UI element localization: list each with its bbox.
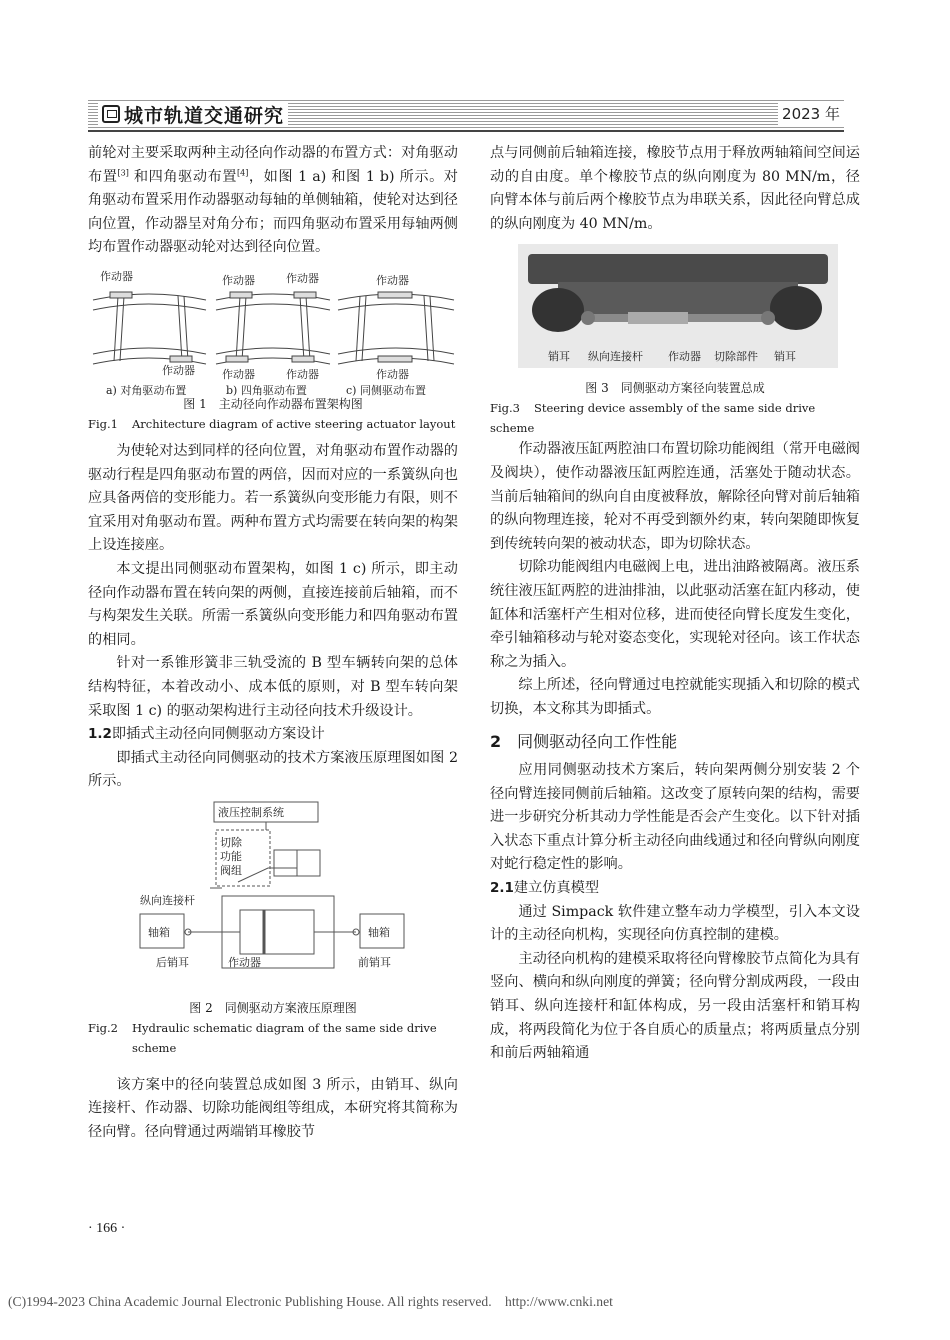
- fig2-longitudinal-rod: 纵向连接杆: [140, 893, 195, 907]
- fig1-sub-b: b) 四角驱动布置: [226, 383, 307, 396]
- fig1-label-actuator-c1: 作动器: [376, 273, 409, 287]
- fig1-sub-c: c) 同侧驱动布置: [346, 383, 426, 396]
- fig3-label-pin-right: 销耳: [774, 350, 796, 364]
- right-paragraph-2: 作动器液压缸两腔油口布置切除功能阀组（常开电磁阀及阀块），使作动器液压缸两腔连通，活塞处于随动状态。当前后轴箱间的纵向自由度被释放，解除径向臂对前后轴箱的纵向物理连接，轮对不再受到额外约束，转向架随即恢复到传统转向架的被动状态，即为切除状态。: [490, 441, 860, 552]
- fig2-rear-pin: 后销耳: [156, 955, 189, 969]
- fig3-label-cutoff: 切除部件: [714, 350, 758, 364]
- right-paragraph-7: 主动径向机构的建模采取将径向臂橡胶节点简化为具有竖向、横向和纵向刚度的弹簧；径向臂分割成两段，一段由销耳、纵向连接杆和缸体构成，另一段由活塞杆和销耳构成，将两段简化为位于各自质心的质量点；将两质量点分别和前后两轴箱通: [490, 950, 860, 1062]
- fig1-label-actuator-b2: 作动器: [286, 271, 319, 285]
- journal-name: 城市轨道交通研究: [124, 104, 285, 127]
- footer-url[interactable]: http://www.cnki.net: [505, 1294, 613, 1309]
- left-paragraph-3: 本文提出同侧驱动布置架构，如图 1 c) 所示，即主动径向作动器布置在转向架的两侧，直接连接前后轴箱，而不与构架发生关联。所需一系簧纵向变形能力和四角驱动布置的相同。: [88, 560, 458, 648]
- journal-logo-icon: [102, 105, 120, 123]
- fig1-label-actuator-a2: 作动器: [162, 363, 195, 377]
- issue-year: 2023 年: [778, 102, 844, 126]
- fig3-label-actuator: 作动器: [668, 350, 701, 364]
- figure-1: [88, 266, 458, 434]
- footer-copyright: (C)1994-2023 China Academic Journal Electronic Publishing House. All rights reserved.: [8, 1294, 492, 1309]
- header-rule: [88, 130, 844, 132]
- figure-2: [88, 798, 458, 1074]
- left-paragraph-4: 针对一系锥形簧非三轨受流的 B 型车辆转向架的总体结构特征，本着改动小、成本低的原则，对 B 型车转向架采取图 1 c) 的驱动架构进行主动径向技术升级设计。: [88, 655, 458, 719]
- citation-4[interactable]: [4]: [237, 167, 249, 177]
- fig1-label-actuator-a1: 作动器: [100, 269, 133, 283]
- left-paragraph-6: 该方案中的径向装置总成如图 3 所示，由销耳、纵向连接杆、作动器、切除功能阀组等组成，本研究将其简称为径向臂。径向臂通过两端销耳橡胶节: [88, 1076, 458, 1141]
- fig1-label-actuator-c2: 作动器: [376, 367, 409, 381]
- fig3-label-rod: 纵向连接杆: [588, 350, 643, 364]
- right-paragraph-5: 应用同侧驱动技术方案后，转向架两侧分别安装 2 个径向臂连接同侧前后轴箱。这改变了原转向架的结构，需要进一步研究分析其动力学性能是否会产生变化。以下针对插入状态下重点计算分析主动径向曲线通过和径向臂纵向刚度对蛇行稳定性的影响。: [490, 762, 860, 873]
- figure-2-caption-cn: 图 2 同侧驱动方案液压原理图: [189, 1000, 357, 1015]
- figure-3-caption-en: Fig.3 Steering device assembly of the same side drive scheme: [490, 401, 816, 436]
- right-paragraph-1: 点与同侧前后轴箱连接，橡胶节点用于释放两轴箱间空间运动的自由度。单个橡胶节点的纵向刚度为 80 MN/m，径向臂本体与前后两个橡胶节点为串联关系，因此径向臂总成的纵向刚度为 40 MN/m。: [490, 145, 860, 232]
- left-column: [88, 142, 458, 1145]
- figure-3-photo: [518, 244, 838, 368]
- citation-3[interactable]: [3]: [117, 167, 129, 177]
- figure-1-caption-cn: 图 1 主动径向作动器布置架构图: [183, 396, 363, 411]
- right-paragraph-4: 综上所述，径向臂通过电控就能实现插入和切除的模式切换，本文称其为即插式。: [490, 677, 860, 717]
- figure-1-diagram: [88, 266, 458, 396]
- figure-1-caption-en: Fig.1 Architecture diagram of active steering actuator layout: [88, 416, 456, 431]
- figure-3: [490, 244, 860, 438]
- fig1-sub-a: a) 对角驱动布置: [106, 383, 187, 396]
- figure-3-caption-cn: 图 3 同侧驱动方案径向装置总成: [585, 381, 765, 396]
- right-column: [490, 142, 860, 1066]
- fig2-actuator: 作动器: [228, 955, 261, 969]
- fig2-axlebox-right: 轴箱: [368, 925, 390, 939]
- right-paragraph-6: 通过 Simpack 软件建立整车动力学模型，引入本文设计的主动径向机构，实现径向仿真控制的建模。: [490, 903, 860, 944]
- figure-2-diagram: [88, 798, 458, 1008]
- section-2-1-heading: 2.1建立仿真模型: [490, 880, 600, 897]
- left-paragraph-1: 前轮对主要采取两种主动径向作动器的布置方式：对角驱动布置[3] 和四角驱动布置[4]，如图 1 a) 和图 1 b) 所示。对角驱动布置采用作动器驱动每轴的单侧轴箱，使轮对达到径向位置，作动器呈对角分布；而四角驱动布置采用每轴两侧均布置作动器驱动轮对达到径向位置。: [88, 145, 458, 256]
- fig2-front-pin: 前销耳: [358, 955, 391, 969]
- page-number: · 166 ·: [88, 1221, 126, 1236]
- section-1-2-heading: 1.2即插式主动径向同侧驱动方案设计: [88, 726, 325, 743]
- journal-logo: [98, 102, 288, 126]
- left-paragraph-2: 为使轮对达到同样的径向位置，对角驱动布置作动器的驱动行程是四角驱动布置的两倍，因而对应的一系簧纵向也应具备两倍的变形能力。若一系簧纵向变形能力有限，则不宜采用对角驱动布置。两种布置方式均需要在转向架的构架上设连接座。: [88, 442, 458, 554]
- right-paragraph-3: 切除功能阀组内电磁阀上电，进出油路被隔离。液压系统往液压缸两腔的进油排油，以此驱动活塞在缸内移动，使缸体和活塞杆产生相对位移，进而使径向臂长度发生变化，牵引轴箱移动与轮对姿态变化，实现轮对径向。该工作状态称之为插入。: [490, 559, 860, 670]
- figure-2-caption-en: Fig.2 Hydraulic schematic diagram of the same side drive scheme: [88, 1020, 437, 1055]
- fig2-axlebox-left: 轴箱: [148, 925, 170, 939]
- fig2-valve-line-1: 切除: [220, 835, 242, 849]
- running-header: [88, 100, 844, 128]
- fig1-label-actuator-b4: 作动器: [286, 367, 319, 381]
- fig1-label-actuator-b1: 作动器: [222, 273, 255, 287]
- fig1-label-actuator-b3: 作动器: [222, 367, 255, 381]
- fig2-hydraulic-system: 液压控制系统: [218, 805, 284, 819]
- section-2-heading: 2 同侧驱动径向工作性能: [490, 731, 678, 751]
- left-paragraph-5: 即插式主动径向同侧驱动的技术方案液压原理图如图 2 所示。: [88, 749, 458, 790]
- fig2-valve-line-3: 阀组: [220, 863, 242, 877]
- fig3-label-pin-left: 销耳: [548, 350, 570, 364]
- footer: [8, 1294, 623, 1310]
- fig2-valve-line-2: 功能: [220, 849, 242, 863]
